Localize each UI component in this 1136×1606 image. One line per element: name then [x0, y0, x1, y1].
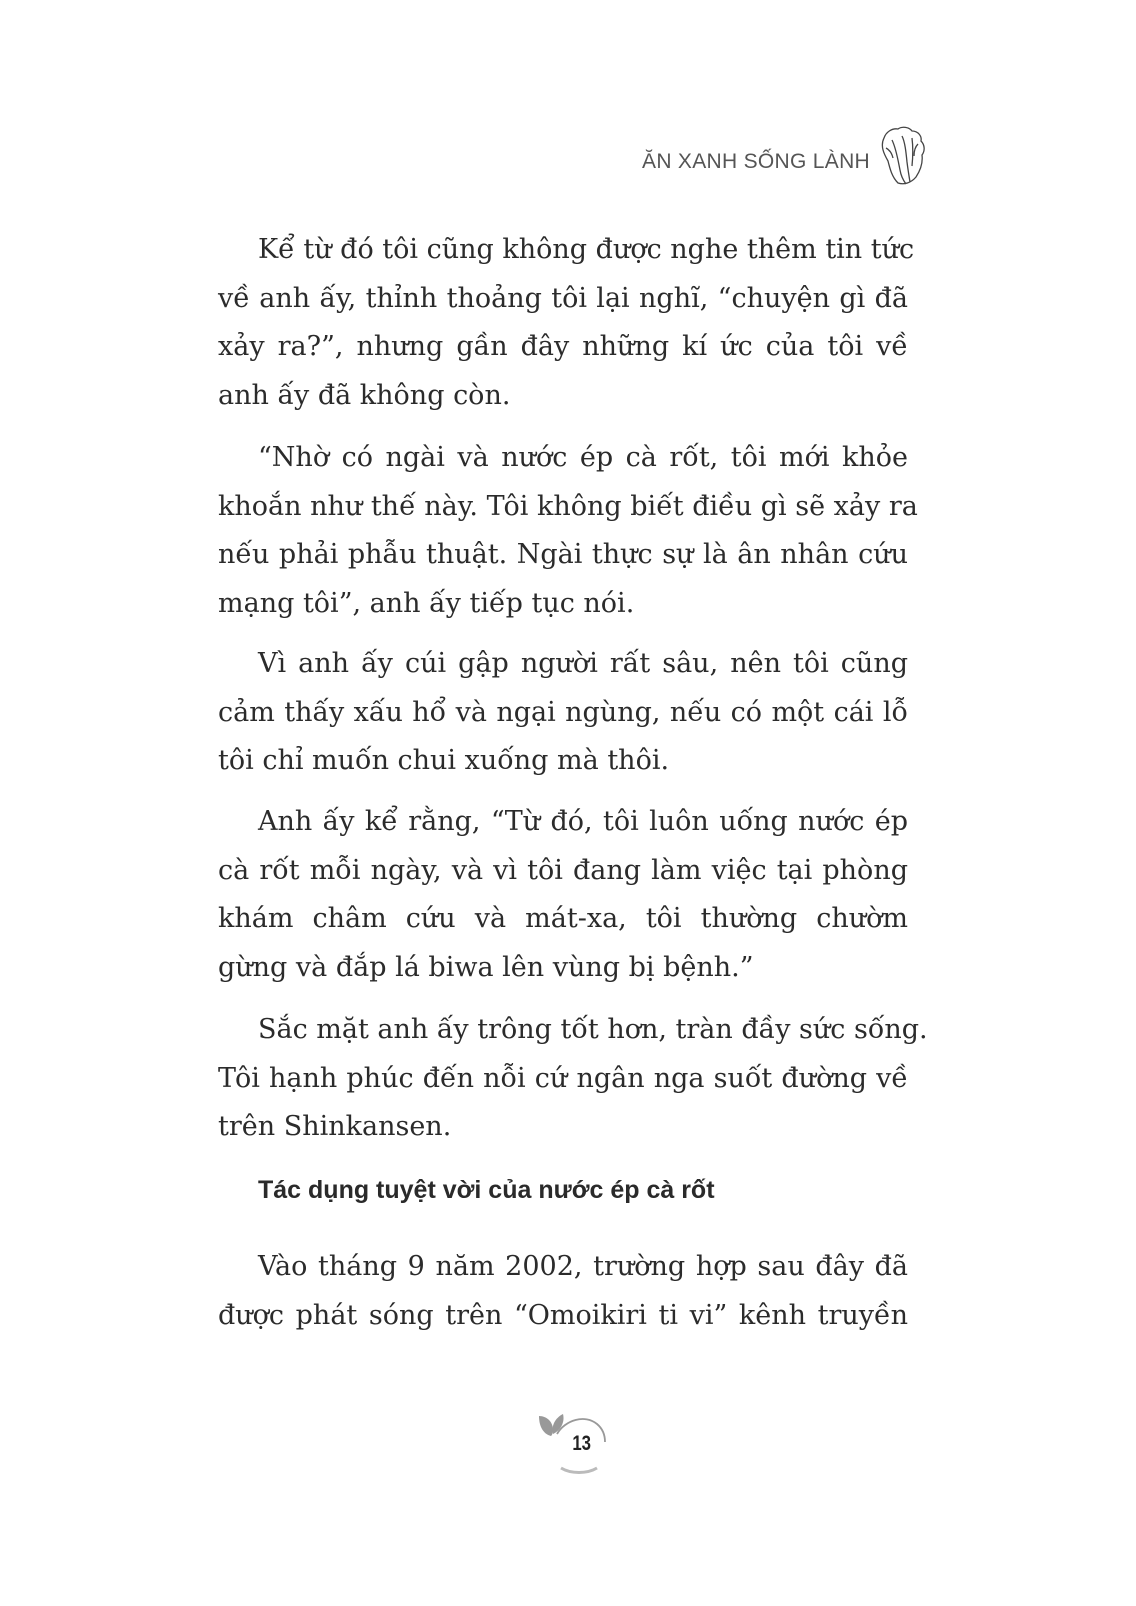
text-line: về anh ấy, thỉnh thoảng tôi lại nghĩ, “chuyện gì đã [218, 282, 908, 314]
text-line: trên Shinkansen. [218, 1111, 452, 1142]
paragraph-1 [218, 226, 915, 420]
text-line: Sắc mặt anh ấy trông tốt hơn, tràn đầy sức sống. [258, 1014, 928, 1045]
paragraph-6 [218, 1243, 908, 1340]
text-line: khám châm cứu và mát-xa, tôi thường chườm [218, 903, 908, 934]
running-header: ĂN XANH SỐNG LÀNH [642, 150, 870, 173]
text-line: Vì anh ấy cúi gập người rất sâu, nên tôi cũng [258, 648, 908, 679]
cabbage-icon [874, 124, 930, 188]
text-line: khoắn như thế này. Tôi không biết điều gì sẽ xảy ra [218, 490, 918, 522]
text-line: gừng và đắp lá biwa lên vùng bị bệnh.” [218, 951, 754, 983]
paragraph-5 [218, 1006, 928, 1152]
text-line: Vào tháng 9 năm 2002, trường hợp sau đây đã [258, 1251, 908, 1282]
text-line: xảy ra?”, nhưng gần đây những kí ức của tôi về [218, 331, 908, 362]
page-number: 13 [572, 1432, 592, 1455]
text-line: nếu phải phẫu thuật. Ngài thực sự là ân nhân cứu [218, 539, 908, 570]
text-line: được phát sóng trên “Omoikiri ti vi” kênh truyền [218, 1299, 908, 1331]
text-line: Anh ấy kể rằng, “Từ đó, tôi luôn uống nước ép [258, 806, 908, 837]
text-line: tôi chỉ muốn chui xuống mà thôi. [218, 745, 670, 776]
text-line: cà rốt mỗi ngày, và vì tôi đang làm việc tại phòng [218, 854, 908, 886]
section-heading: Tác dụng tuyệt vời của nước ép cà rốt [258, 1176, 715, 1204]
text-line: cảm thấy xấu hổ và ngại ngùng, nếu có một cái lỗ [218, 696, 908, 728]
paragraph-3 [218, 640, 908, 786]
text-line: mạng tôi”, anh ấy tiếp tục nói. [218, 587, 635, 619]
text-line: Tôi hạnh phúc đến nỗi cứ ngân nga suốt đường về [218, 1062, 908, 1094]
paragraph-2 [218, 434, 918, 628]
text-line: anh ấy đã không còn. [218, 379, 511, 411]
text-line: Kể từ đó tôi cũng không được nghe thêm tin tức [258, 234, 915, 265]
leaf-icon [539, 1414, 564, 1436]
text-line: “Nhờ có ngài và nước ép cà rốt, tôi mới khỏe [258, 442, 908, 473]
paragraph-4 [218, 798, 908, 992]
